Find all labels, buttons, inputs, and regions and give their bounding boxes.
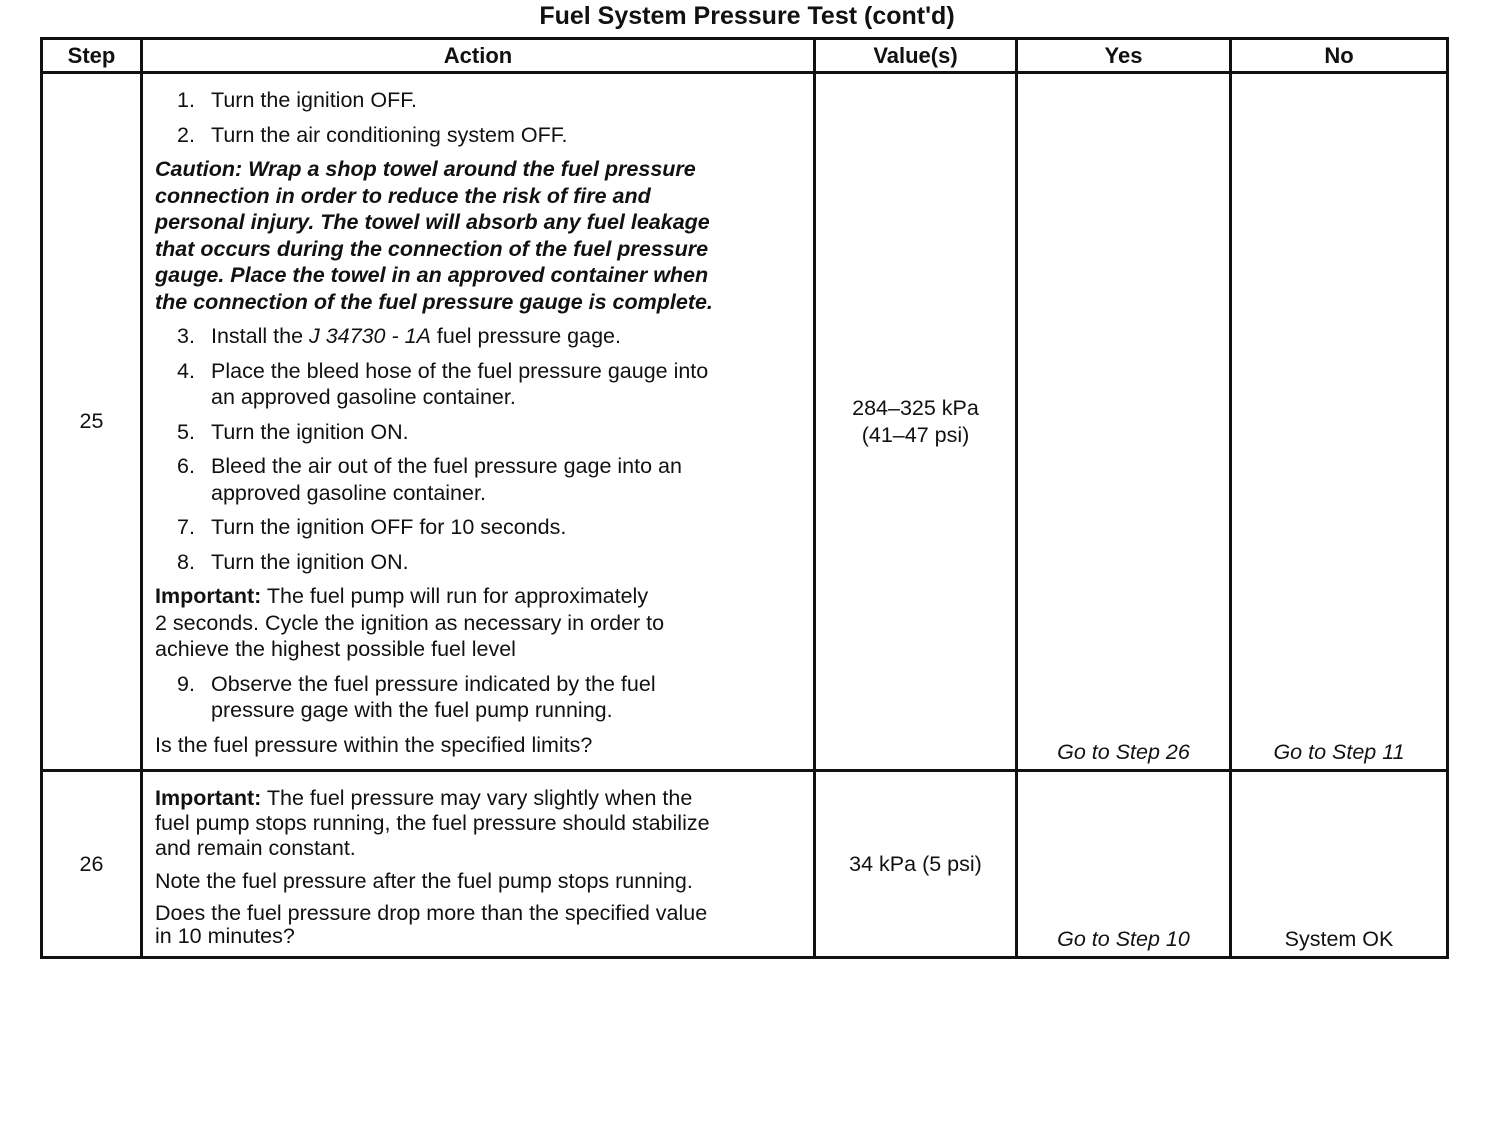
header-yes: Yes	[1017, 39, 1231, 73]
item-text-pre: Install the	[211, 324, 309, 348]
list-item	[177, 358, 805, 411]
header-action: Action	[142, 39, 815, 73]
item-text: Observe the fuel pressure indicated by the fuel pressure gage with the fuel pump running.	[211, 671, 656, 722]
item-text: Turn the ignition OFF.	[211, 88, 417, 112]
item-number: 4.	[177, 358, 195, 383]
item-text: Turn the ignition OFF for 10 seconds.	[211, 515, 567, 539]
list-item	[177, 514, 805, 541]
item-text: Bleed the air out of the fuel pressure gage into an approved gasoline container.	[211, 454, 682, 505]
item-number: 9.	[177, 671, 195, 696]
item-text: Turn the air conditioning system OFF.	[211, 122, 568, 147]
list-item	[177, 419, 805, 446]
value-cell	[815, 73, 1017, 771]
tool-number: J 34730 - 1A	[309, 324, 431, 348]
important-label: Important:	[155, 786, 262, 810]
header-values: Value(s)	[815, 39, 1017, 73]
important-note	[155, 786, 805, 861]
item-text	[211, 323, 621, 350]
item-number: 7.	[177, 515, 195, 539]
item-text-post: fuel pressure gage.	[430, 324, 621, 348]
important-label: Important:	[155, 584, 262, 608]
step-number: 25	[42, 73, 142, 771]
page-title: Fuel System Pressure Test (cont'd)	[539, 2, 955, 30]
test-table	[40, 37, 1449, 959]
important-text: The fuel pressure may vary slightly when the fuel pump stops running, the fuel pressure should stabilize and remain constant.	[155, 786, 710, 860]
list-item	[177, 671, 805, 724]
item-number: 1.	[177, 88, 195, 112]
list-item	[177, 453, 805, 506]
important-note	[155, 583, 805, 663]
header-step: Step	[42, 39, 142, 73]
action-cell	[142, 73, 815, 771]
item-number: 2.	[177, 122, 195, 147]
caution-note: Caution: Wrap a shop towel around the fuel pressure connection in order to reduce the risk of fire and personal injury. The towel will absorb any fuel leakage that occurs during the connection of the fuel pressure gauge. Place the towel in an approved container when the connection of the fuel pressure gauge is complete.	[155, 157, 713, 314]
yes-link: Go to Step 10	[1017, 771, 1231, 958]
item-number: 3.	[177, 324, 195, 348]
table-row-step-26	[42, 771, 1448, 958]
list-item	[177, 549, 805, 576]
item-text: Turn the ignition ON.	[211, 419, 409, 444]
list-item	[177, 87, 805, 114]
table-row-step-25	[42, 73, 1448, 771]
note: Note the fuel pressure after the fuel pump stops running.	[155, 869, 693, 893]
yes-link: Go to Step 26	[1017, 73, 1231, 771]
step-number: 26	[42, 771, 142, 958]
important-text: The fuel pump will run for approximately 2 seconds. Cycle the ignition as necessary in order to achieve the highest possible fuel level	[155, 584, 665, 661]
header-no: No	[1231, 39, 1448, 73]
table-header-row	[42, 39, 1448, 73]
question: Is the fuel pressure within the specified limits?	[155, 732, 593, 757]
list-item	[177, 323, 805, 350]
item-text: Place the bleed hose of the fuel pressure gauge into an approved gasoline container.	[211, 358, 709, 409]
action-cell	[142, 771, 815, 958]
value-cell: 34 kPa (5 psi)	[815, 771, 1017, 958]
item-number: 5.	[177, 419, 195, 444]
item-text: Turn the ignition ON.	[211, 549, 409, 574]
item-number: 6.	[177, 454, 195, 478]
list-item	[177, 122, 805, 149]
no-link: Go to Step 11	[1231, 73, 1448, 771]
no-link: System OK	[1231, 771, 1448, 958]
question: Does the fuel pressure drop more than the specified value in 10 minutes?	[155, 901, 708, 948]
value-kpa: 284–325 kPa	[852, 395, 979, 420]
value-psi: (41–47 psi)	[861, 422, 970, 447]
item-number: 8.	[177, 549, 195, 574]
